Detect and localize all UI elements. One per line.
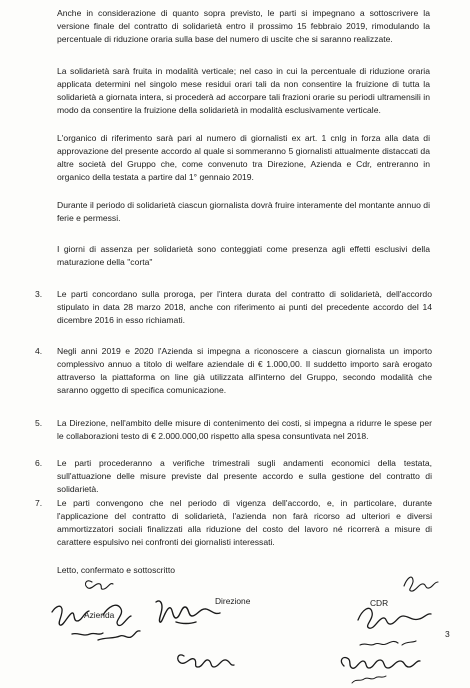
- list-item-number: 3.: [35, 289, 43, 299]
- list-item-number: 4.: [35, 346, 43, 356]
- list-item-text: Le parti procederanno a verifiche trimestrali sugli andamenti economici della testata, sull'attuazione delle misure previste dal presente accordo e sulla gestione del contratto di solidarietà.: [57, 458, 432, 494]
- signature-cdr-2: [358, 608, 431, 628]
- signature-direzione: [156, 601, 220, 624]
- signature-cdr-1: [404, 577, 438, 591]
- signature-label-direzione: Direzione: [215, 596, 251, 606]
- paragraph-giorni-assenza: I giorni di assenza per solidarietà sono conteggiati come presenza agli effetti esclusivi della maturazione della "corta": [57, 244, 430, 267]
- signature-label-azienda: Azienda: [84, 610, 115, 620]
- list-item-text: La Direzione, nell'ambito delle misure di contenimento dei costi, si impegna a ridurre le spese per le collaborazioni testo di € 2.000.000,00 rispetto alla spesa consuntivata nel 2018.: [57, 418, 432, 441]
- signature-label-cdr: CDR: [370, 598, 389, 608]
- signature-azienda-3: [98, 605, 140, 640]
- closing-line: Letto, confermato e sottoscritto: [57, 565, 175, 575]
- signature-azienda-1: [85, 581, 113, 589]
- list-item-number: 6.: [35, 458, 43, 468]
- list-item-number: 7.: [35, 498, 43, 508]
- signature-azienda-2: [52, 606, 103, 635]
- paragraph-modalita-verticale: La solidarietà sarà fruita in modalità verticale; nel caso in cui la percentuale di riduzione oraria applicata determini nel singolo mese residui orari tali da non consentire la fruizione di tutta la solidarietà a giornata intera, si procederà ad accorpare tali frazioni orarie su periodi ultramensili in modo da consentire la fruizione della solidarietà in modalità esclusivamente verticale.: [57, 66, 430, 115]
- list-item-text: Le parti convengono che nel periodo di vigenza dell'accordo, e, in particolare, durante l'applicazione del contratto di solidarietà, l'azienda non farà ricorso ad ulteriori e diversi ammortizzatori sociali finalizzati alla riduzione del costo del lavoro né ricorrerà a misure di carattere espulsivo nei confronti dei giornalisti interessati.: [57, 498, 432, 547]
- signature-cdr-5: [352, 676, 386, 683]
- paragraph-ferie-permessi: Durante il periodo di solidarietà ciascun giornalista dovrà fruire interamente del montante annuo di ferie e permessi.: [57, 200, 430, 223]
- paragraph-organico: L'organico di riferimento sarà pari al numero di giornalisti ex art. 1 cnlg in forza alla data di approvazione del presente accordo al quale si sommeranno 5 giornalisti attualmente distaccati da altre società del Gruppo che, come convenuto tra Direzione, Azienda e Cdr, entreranno in organico della testata a partire dal 1° gennaio 2019.: [57, 133, 430, 182]
- signature-cdr-4: [341, 658, 420, 669]
- list-item-number: 5.: [35, 418, 43, 428]
- page-number: 3: [445, 629, 450, 639]
- signature-direzione-2: [178, 655, 234, 667]
- list-item-text: Negli anni 2019 e 2020 l'Azienda si impegna a riconoscere a ciascun giornalista un importo complessivo annuo a titolo di welfare aziendale di € 1.000,00. Il suddetto importo sarà erogato attraverso la piattaforma on line già utilizzata all'interno del Gruppo, secondo modalità che saranno oggetto di specifica comunicazione.: [57, 346, 432, 395]
- paragraph-versione-finale: Anche in considerazione di quanto sopra previsto, le parti si impegnano a sottoscrivere la versione finale del contratto di solidarietà entro il prossimo 15 febbraio 2019, rimodulando la percentuale di riduzione oraria sulla base del numero di uscite che si saranno realizzate.: [57, 8, 430, 44]
- list-item-text: Le parti concordano sulla proroga, per l'intera durata del contratto di solidarietà, dell'accordo stipulato in data 28 marzo 2018, anche con riferimento ai punti del precedente accordo del 14 dicembre 2016 in esso richiamati.: [57, 289, 432, 325]
- signature-cdr-3: [360, 641, 416, 645]
